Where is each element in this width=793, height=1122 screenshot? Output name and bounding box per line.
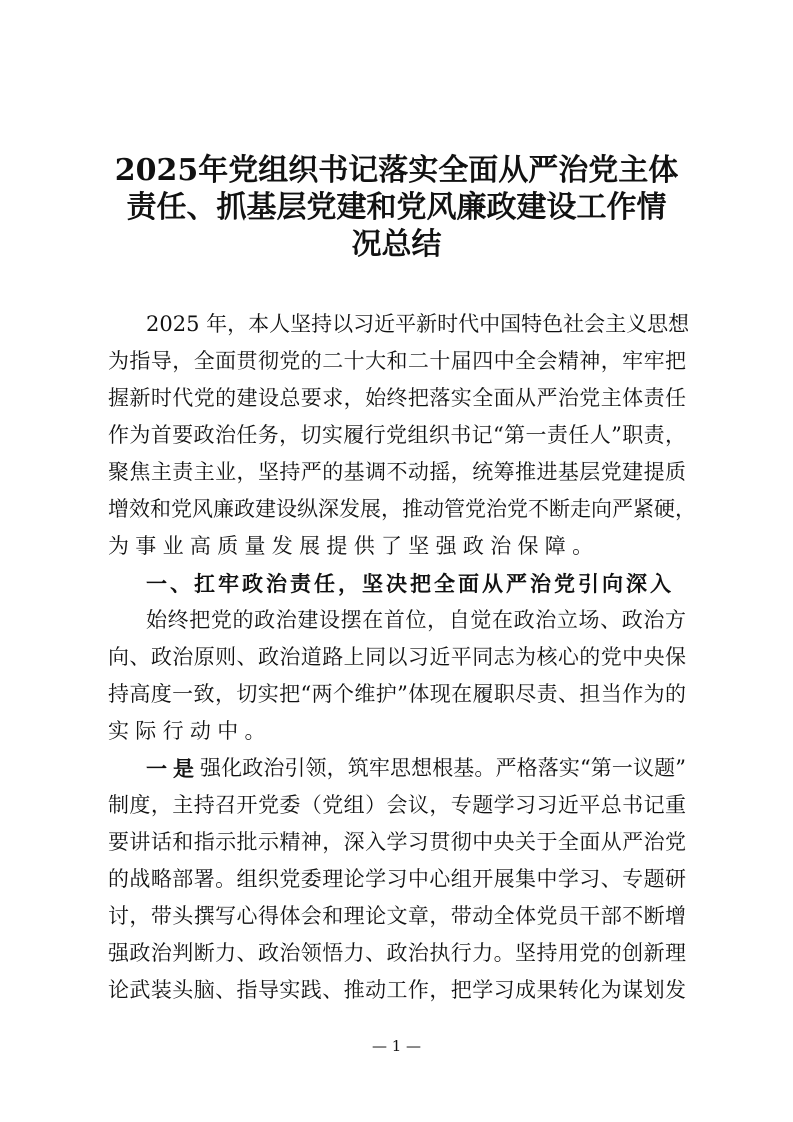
title-line: 2025年党组织书记落实全面从严治党主体 — [114, 153, 679, 188]
text-line: 2025 年，本人坚持以习近平新时代中国特色社会主义思想 — [146, 312, 690, 336]
text-line: 要讲话和指示批示精神，深入学习贯彻中央关于全面从严治党 — [108, 830, 686, 854]
text-line: 为指导，全面贯彻党的二十大和二十届四中全会精神，牢牢把 — [108, 349, 686, 373]
text-line: 为事业高质量发展提供了坚强政治保障。 — [108, 534, 600, 558]
text-line: 始终把党的政治建设摆在首位，自觉在政治立场、政治方 — [146, 608, 686, 632]
text-line: 论武装头脑、指导实践、推动工作，把学习成果转化为谋划发 — [108, 978, 686, 1002]
title-line: 况总结 — [351, 227, 442, 262]
text-line: 讨，带头撰写心得体会和理论文章，带动全体党员干部不断增 — [108, 904, 686, 928]
text-line: 作为首要政治任务，切实履行党组织书记“第一责任人”职责， — [108, 423, 686, 447]
text-line: 持高度一致，切实把“两个维护”体现在履职尽责、担当作为的 — [108, 682, 686, 706]
text-line: 制度，主持召开党委（党组）会议，专题学习习近平总书记重 — [108, 793, 686, 817]
text-line — [146, 750, 686, 787]
text-line: 实际行动中。 — [108, 719, 272, 743]
text-line: 向、政治原则、政治道路上同以习近平同志为核心的党中央保 — [108, 645, 686, 669]
text-line: 的战略部署。组织党委理论学习中心组开展集中学习、专题研 — [108, 867, 686, 891]
text-line: 握新时代党的建设总要求，始终把落实全面从严治党主体责任 — [108, 386, 686, 410]
text-line: 增效和党风廉政建设纵深发展，推动管党治党不断走向严紧硬， — [108, 497, 696, 521]
point-lead: 一是 — [146, 756, 200, 781]
text-line: 强政治判断力、政治领悟力、政治执行力。坚持用党的创新理 — [108, 941, 686, 965]
page-number: — 1 — — [371, 1037, 422, 1055]
section-heading: 一、扛牢政治责任，坚决把全面从严治党引向深入 — [146, 571, 674, 596]
text-line: 聚焦主责主业，坚持严的基调不动摇，统筹推进基层党建提质 — [108, 460, 686, 484]
title-line: 责任、抓基层党建和党风廉政建设工作情 — [126, 190, 667, 225]
text-span: 强化政治引领，筑牢思想根基。严格落实“第一议题” — [200, 756, 686, 780]
